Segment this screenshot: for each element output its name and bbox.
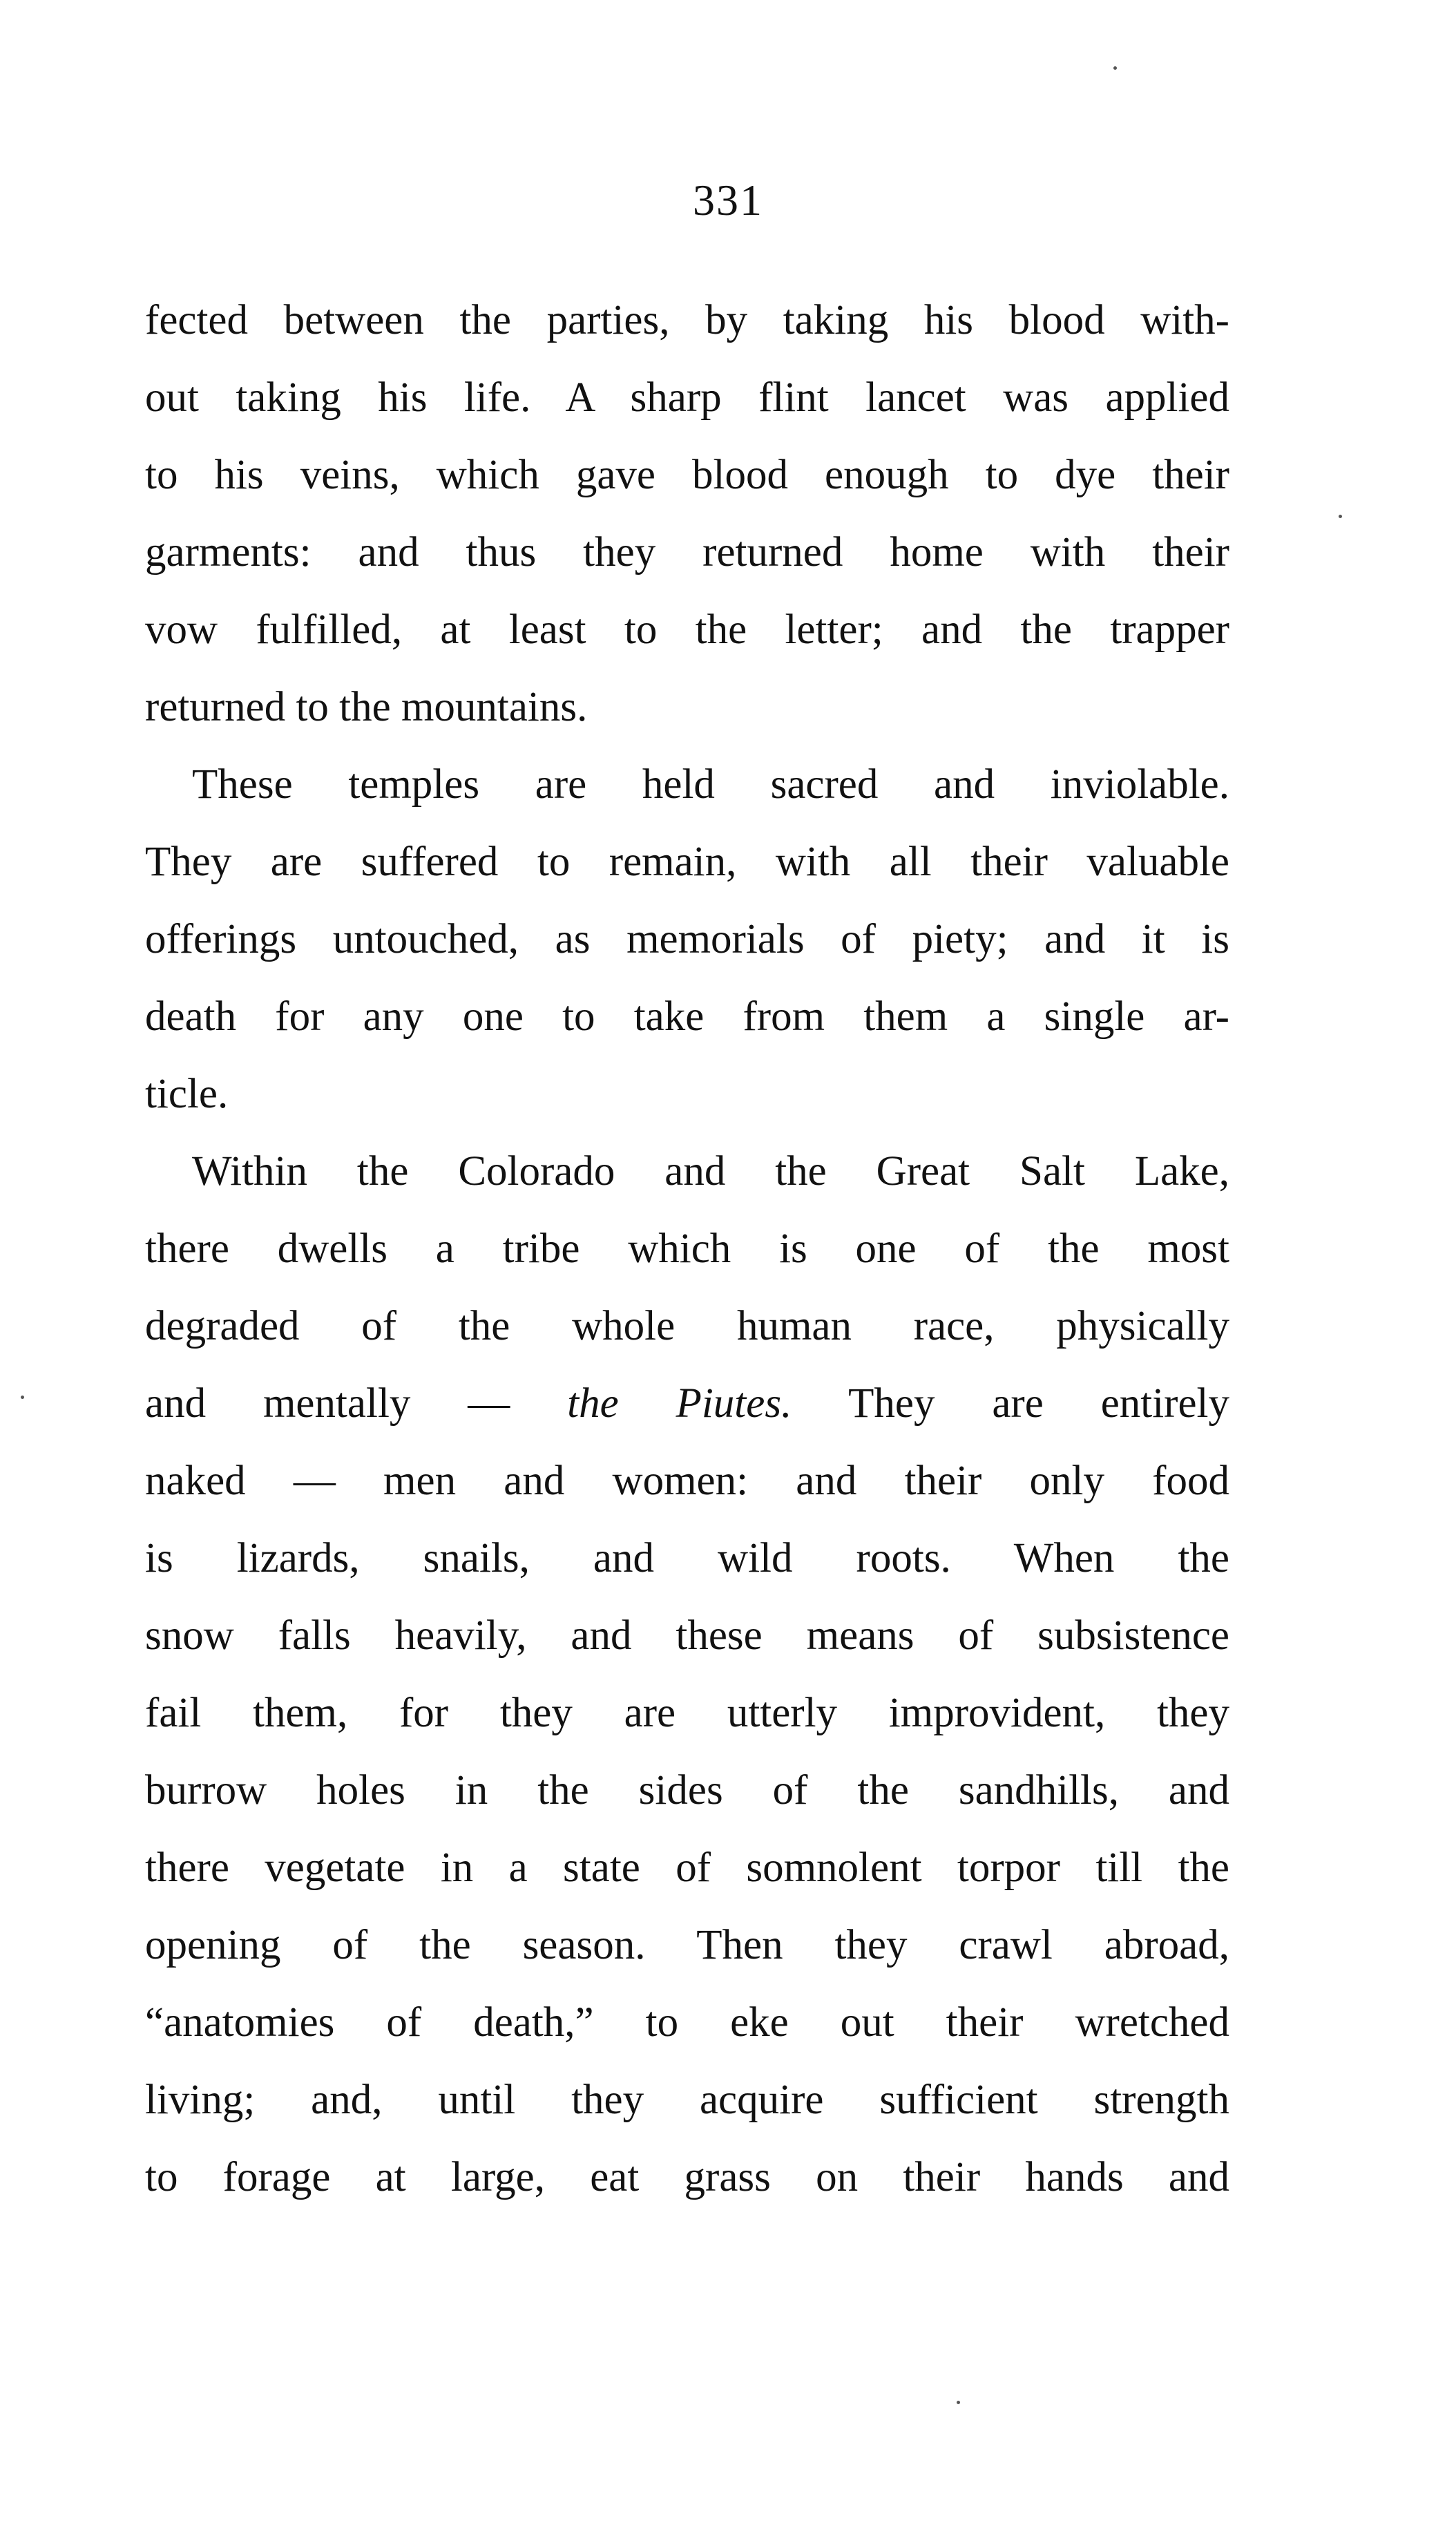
text-line: These temples are held sacred and inviolable. — [192, 761, 1229, 808]
em-dash: — — [410, 1380, 568, 1427]
text-line-mixed — [145, 1365, 1229, 1443]
text-line: ticle. — [145, 1071, 229, 1117]
text-line: naked — men and women: and their only food — [145, 1458, 1229, 1504]
text-line: there dwells a tribe which is one of the most — [145, 1226, 1229, 1272]
paper-speck — [21, 1396, 24, 1399]
paper-speck — [1113, 66, 1117, 70]
tribe-name-italic: the Piutes. — [567, 1380, 792, 1427]
text-line: snow falls heavily, and these means of subsistence — [145, 1612, 1229, 1659]
text-line: to his veins, which gave blood enough to dye their — [145, 452, 1229, 498]
text-line: offerings untouched, as memorials of piety; and it is — [145, 916, 1229, 962]
text-line: garments: and thus they returned home with their — [145, 529, 1229, 575]
text-line: fected between the parties, by taking his blood with- — [145, 297, 1229, 343]
text-line: is lizards, snails, and wild roots. When the — [145, 1535, 1229, 1581]
page-number: 331 — [693, 175, 763, 225]
text-line: They are suffered to remain, with all their valuable — [145, 839, 1229, 885]
paragraph-1 — [145, 282, 1229, 746]
text-line: burrow holes in the sides of the sandhills, and — [145, 1767, 1229, 1813]
text-line: “anatomies of death,” to eke out their wretched — [145, 1999, 1229, 2046]
paper-speck — [1339, 515, 1342, 518]
text-line: degraded of the whole human race, physically — [145, 1303, 1229, 1349]
text-line: death for any one to take from them a single ar- — [145, 993, 1229, 1040]
paper-speck — [957, 2401, 960, 2404]
text-segment: and mentally — [145, 1380, 411, 1427]
text-line: fail them, for they are utterly improvident, they — [145, 1690, 1229, 1736]
text-line: Within the Colorado and the Great Salt Lake, — [192, 1148, 1229, 1194]
text-line: living; and, until they acquire sufficient strength — [145, 2077, 1229, 2123]
paragraph-2 — [145, 746, 1229, 1133]
paragraph-3 — [145, 1133, 1229, 2216]
text-line: vow fulfilled, at least to the letter; and the trapper — [145, 607, 1229, 653]
page-body — [145, 282, 1229, 2216]
text-line: out taking his life. A sharp flint lancet was applied — [145, 374, 1229, 421]
text-segment: They are entirely — [792, 1380, 1229, 1427]
text-line: to forage at large, eat grass on their hands and — [145, 2154, 1229, 2200]
text-line: there vegetate in a state of somnolent torpor till the — [145, 1845, 1229, 1891]
text-line: returned to the mountains. — [145, 684, 588, 730]
text-line: opening of the season. Then they crawl abroad, — [145, 1922, 1229, 1968]
